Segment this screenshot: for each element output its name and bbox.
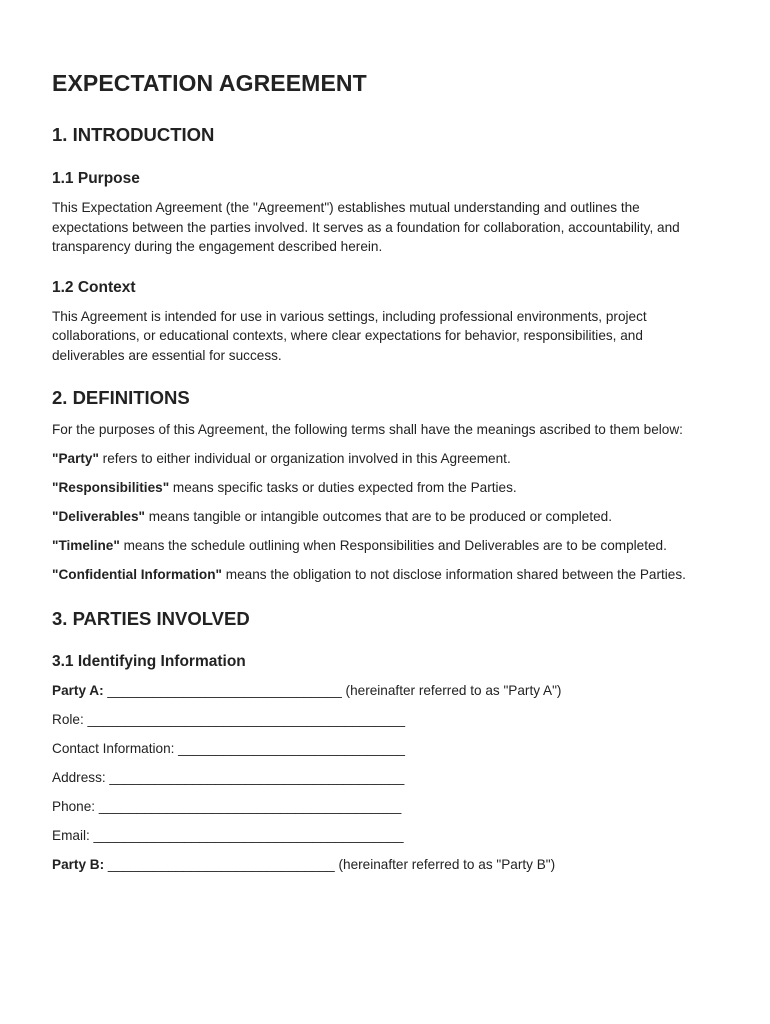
address-field: Address: _______________________________________ bbox=[52, 770, 405, 785]
definition-term: "Party" bbox=[52, 450, 99, 466]
definition-text: means the obligation to not disclose information shared between the Parties. bbox=[221, 566, 686, 582]
purpose-heading: 1.1 Purpose bbox=[52, 170, 140, 187]
definition-term: "Confidential Information" bbox=[52, 566, 222, 582]
email-field: Email: _________________________________________ bbox=[52, 828, 404, 843]
definition-term: "Timeline" bbox=[52, 537, 120, 553]
definition-text: means the schedule outlining when Responsibilities and Deliverables are to be completed. bbox=[119, 537, 667, 553]
definition-term: "Deliverables" bbox=[52, 508, 145, 524]
section-introduction-heading: 1. INTRODUCTION bbox=[52, 124, 215, 145]
party-b-blank: ______________________________ (hereinafter referred to as "Party B") bbox=[104, 857, 556, 872]
identifying-information-heading: 3.1 Identifying Information bbox=[52, 653, 246, 670]
definition-text: means tangible or intangible outcomes that are to be produced or completed. bbox=[145, 508, 613, 524]
definition-confidential-information bbox=[52, 565, 718, 585]
party-a-blank: _______________________________ (hereinafter referred to as "Party A") bbox=[103, 683, 562, 698]
purpose-paragraph: This Expectation Agreement (the "Agreement") establishes mutual understanding and outlines the expectations between the parties involved. It serves as a foundation for collaboration, accountability, and transparency during the engagement described herein. bbox=[52, 200, 680, 254]
definition-timeline bbox=[52, 536, 718, 556]
party-a-line bbox=[52, 681, 718, 701]
phone-field: Phone: ________________________________________ bbox=[52, 799, 402, 814]
party-b-label: Party B: bbox=[52, 857, 105, 872]
definition-deliverables bbox=[52, 507, 718, 527]
section-definitions-heading: 2. DEFINITIONS bbox=[52, 387, 190, 408]
party-a-label: Party A: bbox=[52, 683, 104, 698]
definition-party bbox=[52, 449, 718, 469]
role-field: Role: __________________________________________ bbox=[52, 712, 406, 727]
document-title: EXPECTATION AGREEMENT bbox=[52, 70, 367, 96]
party-b-line bbox=[52, 855, 718, 875]
section-parties-heading: 3. PARTIES INVOLVED bbox=[52, 608, 250, 629]
context-paragraph: This Agreement is intended for use in various settings, including professional environments, project collaborations, or educational contexts, where clear expectations for behavior, responsibilities, and deliverables are essential for success. bbox=[52, 308, 647, 363]
contact-information-field: Contact Information: ______________________________ bbox=[52, 741, 405, 756]
definitions-intro: For the purposes of this Agreement, the following terms shall have the meanings ascribed to them below: bbox=[52, 422, 683, 437]
definition-text: refers to either individual or organization involved in this Agreement. bbox=[98, 450, 511, 466]
definition-responsibilities bbox=[52, 478, 718, 498]
definition-term: "Responsibilities" bbox=[52, 479, 170, 495]
definition-text: means specific tasks or duties expected from the Parties. bbox=[169, 479, 517, 495]
context-heading: 1.2 Context bbox=[52, 278, 136, 296]
